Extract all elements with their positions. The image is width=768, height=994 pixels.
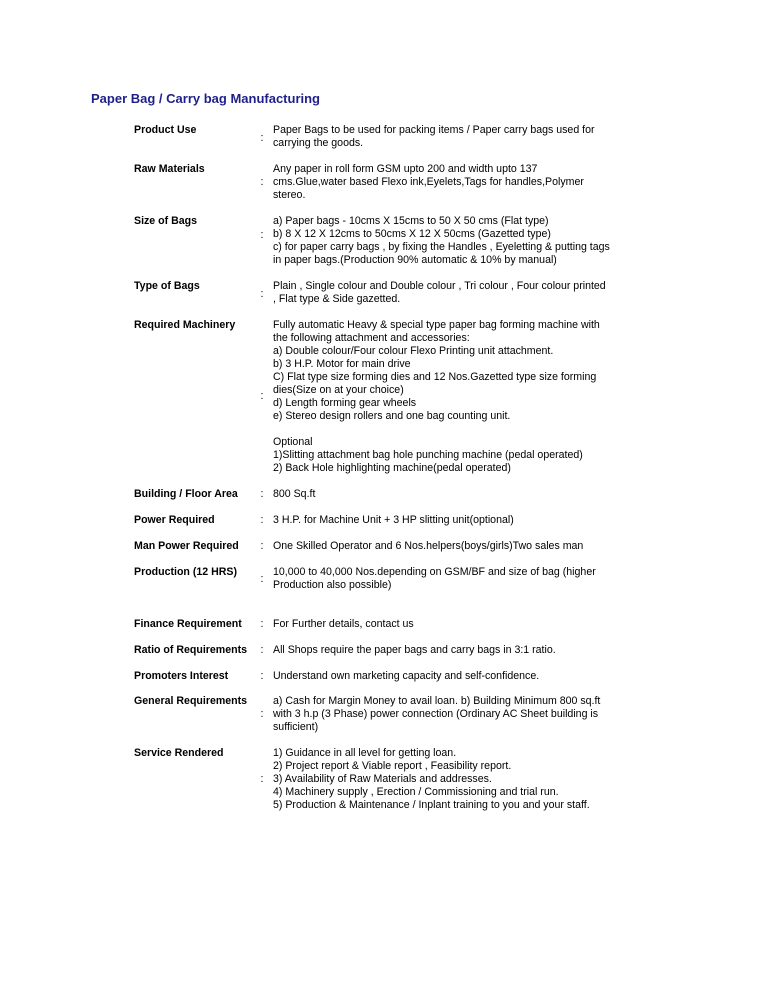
value-line: 4) Machinery supply , Erection / Commissioning and trial run. [273,786,559,798]
value-line: a) Paper bags - 10cms X 15cms to 50 X 50 cms (Flat type) [273,215,549,227]
row-separator: : [260,390,264,402]
row-separator: : [260,176,264,188]
value-line: 2) Back Hole highlighting machine(pedal operated) [273,462,511,474]
row-value [273,670,633,683]
row-value [273,747,633,812]
value-line: stereo. [273,189,306,201]
value-line: in paper bags.(Production 90% automatic & 10% by manual) [273,254,557,266]
value-line: the following attachment and accessories: [273,332,470,344]
value-line: 3) Availability of Raw Materials and addresses. [273,773,492,785]
value-line: dies(Size on at your choice) [273,384,404,396]
row-separator: : [260,708,264,720]
row-label: Ratio of Requirements [134,644,248,656]
row-value [273,566,633,592]
value-line: 1)Slitting attachment bag hole punching machine (pedal operated) [273,449,583,461]
row-label: Required Machinery [134,319,236,331]
value-line: a) Cash for Margin Money to avail loan. b) Building Minimum 800 sq.ft [273,695,601,707]
row-value [273,215,633,267]
row-label: Man Power Required [134,540,239,552]
value-line [273,423,633,436]
value-line: 800 Sq.ft [273,488,316,500]
row-separator: : [260,670,264,682]
value-line: Optional [273,436,313,448]
value-line: All Shops require the paper bags and carry bags in 3:1 ratio. [273,644,556,656]
row-value [273,514,633,527]
row-value [273,280,633,306]
row-separator: : [260,514,264,526]
row-value [273,644,633,657]
row-label: Size of Bags [134,215,197,227]
value-line: cms.Glue,water based Flexo ink,Eyelets,Tags for handles,Polymer [273,176,584,188]
value-line: c) for paper carry bags , by fixing the Handles , Eyeletting & putting tags [273,241,610,253]
row-separator: : [260,229,264,241]
row-label: Finance Requirement [134,618,242,630]
value-line: Fully automatic Heavy & special type paper bag forming machine with [273,319,600,331]
row-value [273,163,633,202]
value-line: Paper Bags to be used for packing items / Paper carry bags used for [273,124,595,136]
value-line: Plain , Single colour and Double colour , Tri colour , Four colour printed [273,280,606,292]
row-label: Building / Floor Area [134,488,238,500]
value-line: a) Double colour/Four colour Flexo Printing unit attachment. [273,345,554,357]
row-separator: : [260,644,264,656]
row-value [273,540,633,553]
value-line: Production also possible) [273,579,392,591]
row-separator: : [260,288,264,300]
row-label: Type of Bags [134,280,200,292]
value-line: 3 H.P. for Machine Unit + 3 HP slitting unit(optional) [273,514,514,526]
value-line: , Flat type & Side gazetted. [273,293,401,305]
row-value [273,695,633,734]
value-line: 2) Project report & Viable report , Feasibility report. [273,760,512,772]
row-separator: : [260,618,264,630]
row-label: Product Use [134,124,197,136]
row-separator: : [260,540,264,552]
value-line: carrying the goods. [273,137,364,149]
row-label: Raw Materials [134,163,205,175]
row-value [273,124,633,150]
value-line: 10,000 to 40,000 Nos.depending on GSM/BF and size of bag (higher [273,566,596,578]
row-value [273,488,633,501]
row-label: Production (12 HRS) [134,566,237,578]
value-line: b) 8 X 12 X 12cms to 50cms X 12 X 50cms (Gazetted type) [273,228,551,240]
value-line: e) Stereo design rollers and one bag counting unit. [273,410,511,422]
value-line: For Further details, contact us [273,618,414,630]
value-line: d) Length forming gear wheels [273,397,417,409]
value-line: One Skilled Operator and 6 Nos.helpers(boys/girls)Two sales man [273,540,584,552]
row-label: General Requirements [134,695,248,707]
row-separator: : [260,573,264,585]
row-value [273,319,633,475]
row-label: Promoters Interest [134,670,229,682]
value-line: sufficient) [273,721,319,733]
value-line: Any paper in roll form GSM upto 200 and width upto 137 [273,163,538,175]
value-line: C) Flat type size forming dies and 12 Nos.Gazetted type size forming [273,371,597,383]
row-separator: : [260,132,264,144]
value-line: Understand own marketing capacity and self-confidence. [273,670,540,682]
row-label: Service Rendered [134,747,224,759]
value-line: 5) Production & Maintenance / Inplant training to you and your staff. [273,799,590,811]
value-line: 1) Guidance in all level for getting loan. [273,747,457,759]
row-label: Power Required [134,514,215,526]
row-separator: : [260,773,264,785]
value-line: with 3 h.p (3 Phase) power connection (Ordinary AC Sheet building is [273,708,599,720]
row-value [273,618,633,631]
page-title: Paper Bag / Carry bag Manufacturing [91,91,320,106]
row-separator: : [260,488,264,500]
value-line: b) 3 H.P. Motor for main drive [273,358,411,370]
